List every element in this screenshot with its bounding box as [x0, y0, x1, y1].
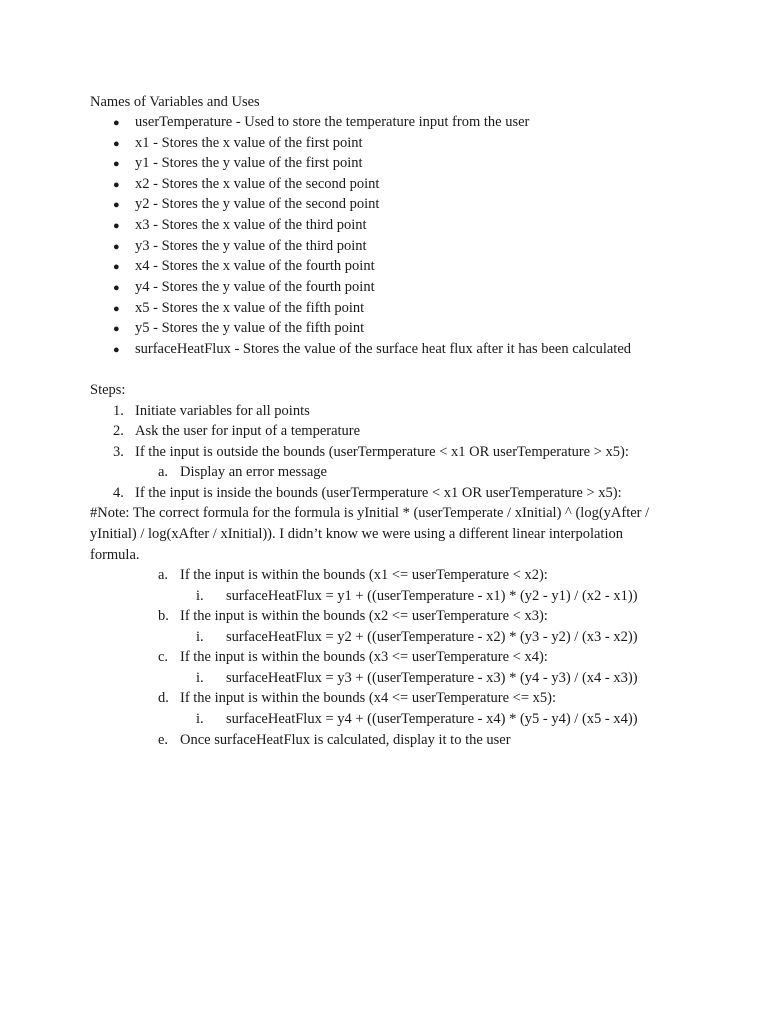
substep-letter: b.	[158, 608, 169, 624]
variable-item: y4 - Stores the y value of the fourth point	[135, 279, 375, 295]
variable-item: surfaceHeatFlux - Stores the value of the surface heat flux after it has been calculated	[135, 341, 632, 357]
variable-item: y3 - Stores the y value of the third point	[135, 238, 367, 254]
substep-letter: c.	[158, 649, 169, 665]
substep-text: Display an error message	[180, 464, 327, 480]
bullet-icon: ●	[113, 344, 120, 356]
substep-letter: a.	[158, 567, 169, 583]
bullet-icon: ●	[113, 282, 120, 294]
variable-item: y5 - Stores the y value of the fifth point	[135, 320, 365, 336]
variable-item: x1 - Stores the x value of the first point	[135, 135, 363, 151]
variables-heading: Names of Variables and Uses	[90, 94, 260, 110]
substep-text: If the input is within the bounds (x4 <= userTemperature <= x5):	[180, 690, 556, 706]
formula-text: surfaceHeatFlux = y4 + ((userTemperature - x4) * (y5 - y4) / (x5 - x4))	[226, 711, 638, 727]
substep-letter: e.	[158, 732, 169, 748]
formula-text: surfaceHeatFlux = y2 + ((userTemperature - x2) * (y3 - y2) / (x3 - x2))	[226, 629, 638, 645]
note-line: formula.	[90, 547, 140, 563]
substep-text: Once surfaceHeatFlux is calculated, display it to the user	[180, 732, 511, 748]
variable-item: userTemperature - Used to store the temperature input from the user	[135, 114, 530, 130]
variable-item: x5 - Stores the x value of the fifth point	[135, 300, 365, 316]
substep-text: If the input is within the bounds (x1 <= userTemperature < x2):	[180, 567, 548, 583]
step-number: 2.	[113, 423, 124, 439]
substep-text: If the input is within the bounds (x3 <= userTemperature < x4):	[180, 649, 548, 665]
roman-numeral: i.	[196, 629, 204, 645]
substep-letter: d.	[158, 690, 169, 706]
note-line: #Note: The correct formula for the formula is yInitial * (userTemperate / xInitial) ^ (log(yAfter /	[90, 505, 650, 521]
variable-item: y2 - Stores the y value of the second point	[135, 196, 380, 212]
step-number: 4.	[113, 485, 124, 501]
variable-item: y1 - Stores the y value of the first point	[135, 155, 363, 171]
step-text: Ask the user for input of a temperature	[135, 423, 361, 439]
bullet-icon: ●	[113, 158, 120, 170]
step-text: Initiate variables for all points	[135, 403, 310, 419]
bullet-icon: ●	[113, 220, 120, 232]
substep-letter: a.	[158, 464, 169, 480]
roman-numeral: i.	[196, 588, 204, 604]
step-number: 3.	[113, 444, 124, 460]
bullet-icon: ●	[113, 179, 120, 191]
bullet-icon: ●	[113, 261, 120, 273]
variable-item: x2 - Stores the x value of the second point	[135, 176, 380, 192]
variable-item: x3 - Stores the x value of the third point	[135, 217, 367, 233]
formula-text: surfaceHeatFlux = y3 + ((userTemperature - x3) * (y4 - y3) / (x4 - x3))	[226, 670, 638, 686]
substep-text: If the input is within the bounds (x2 <= userTemperature < x3):	[180, 608, 548, 624]
roman-numeral: i.	[196, 711, 204, 727]
variable-item: x4 - Stores the x value of the fourth point	[135, 258, 375, 274]
formula-text: surfaceHeatFlux = y1 + ((userTemperature - x1) * (y2 - y1) / (x2 - x1))	[226, 588, 638, 604]
step-text: If the input is inside the bounds (userTermperature < x1 OR userTemperature > x5):	[135, 485, 622, 501]
bullet-icon: ●	[113, 138, 120, 150]
step-number: 1.	[113, 403, 124, 419]
steps-heading: Steps:	[90, 382, 126, 398]
step-text: If the input is outside the bounds (userTermperature < x1 OR userTemperature > x5):	[135, 444, 629, 460]
bullet-icon: ●	[113, 117, 120, 129]
bullet-icon: ●	[113, 199, 120, 211]
bullet-icon: ●	[113, 241, 120, 253]
note-line: yInitial) / log(xAfter / xInitial)). I didn’t know we were using a different linear interpolation	[90, 526, 623, 542]
roman-numeral: i.	[196, 670, 204, 686]
bullet-icon: ●	[113, 303, 120, 315]
bullet-icon: ●	[113, 323, 120, 335]
